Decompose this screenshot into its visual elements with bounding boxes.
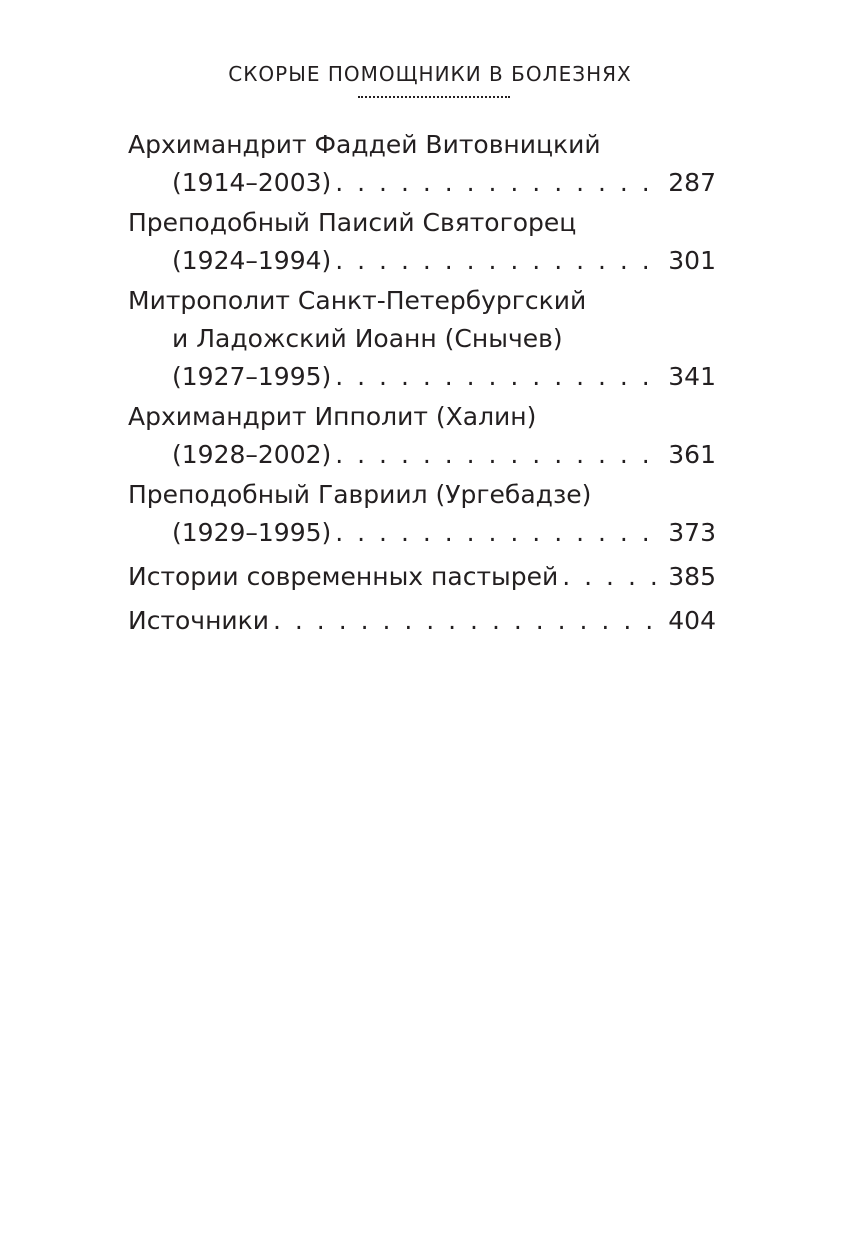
dot-leader (269, 602, 662, 640)
toc-entry-ippolit[interactable] (128, 398, 716, 474)
toc-entry-fadday[interactable] (128, 126, 716, 202)
toc-entry-title: Преподобный Паисий Святогорец (128, 208, 577, 237)
toc-entry-title: Митрополит Санкт-Петербургский (128, 286, 587, 315)
toc-entry-last-line (128, 242, 716, 280)
toc-entry-years: (1929–1995) (172, 518, 332, 547)
dot-leader (558, 558, 662, 596)
toc-entry-last-line (128, 164, 716, 202)
toc-entry-title: Архимандрит Ипполит (Халин) (128, 402, 537, 431)
toc-page-number: 361 (668, 440, 716, 469)
toc-page-number: 385 (668, 562, 716, 591)
toc-entry-title: Источники (128, 606, 270, 635)
toc-entry-title: Преподобный Гавриил (Ургебадзе) (128, 480, 592, 509)
dot-leader (331, 358, 662, 396)
toc-entry-gavriil[interactable] (128, 476, 716, 552)
toc-page-number: 301 (668, 246, 716, 275)
toc-entry-years: (1914–2003) (172, 168, 332, 197)
toc-entry-title: Архимандрит Фаддей Витовницкий (128, 130, 601, 159)
toc-page-number: 287 (668, 168, 716, 197)
toc-entry-title-continued: и Ладожский Иоанн (Снычев) (172, 324, 563, 353)
toc-page-number: 373 (668, 518, 716, 547)
toc-entry-ioann[interactable] (128, 282, 716, 396)
dot-leader (331, 436, 662, 474)
toc-entry-last-line (128, 514, 716, 552)
dot-leader (331, 164, 662, 202)
dot-leader (331, 242, 662, 280)
running-head-dotted-rule (358, 96, 510, 98)
toc-entry-years: (1928–2002) (172, 440, 332, 469)
toc-entry-years: (1927–1995) (172, 362, 332, 391)
toc-entry-last-line (128, 602, 716, 640)
toc-entry-paisiy[interactable] (128, 204, 716, 280)
toc-entry-sources[interactable] (128, 602, 716, 640)
toc-entry-years: (1924–1994) (172, 246, 332, 275)
toc-entry-last-line (128, 358, 716, 396)
toc-entry-title: Истории современных пастырей (128, 562, 559, 591)
toc-entry-last-line (128, 558, 716, 596)
toc-page-number: 341 (668, 362, 716, 391)
table-of-contents (128, 126, 716, 642)
toc-entry-stories[interactable] (128, 558, 716, 596)
dot-leader (331, 514, 662, 552)
toc-page-number: 404 (668, 606, 716, 635)
toc-entry-last-line (128, 436, 716, 474)
running-head: СКОРЫЕ ПОМОЩНИКИ В БОЛЕЗНЯХ (228, 62, 632, 86)
